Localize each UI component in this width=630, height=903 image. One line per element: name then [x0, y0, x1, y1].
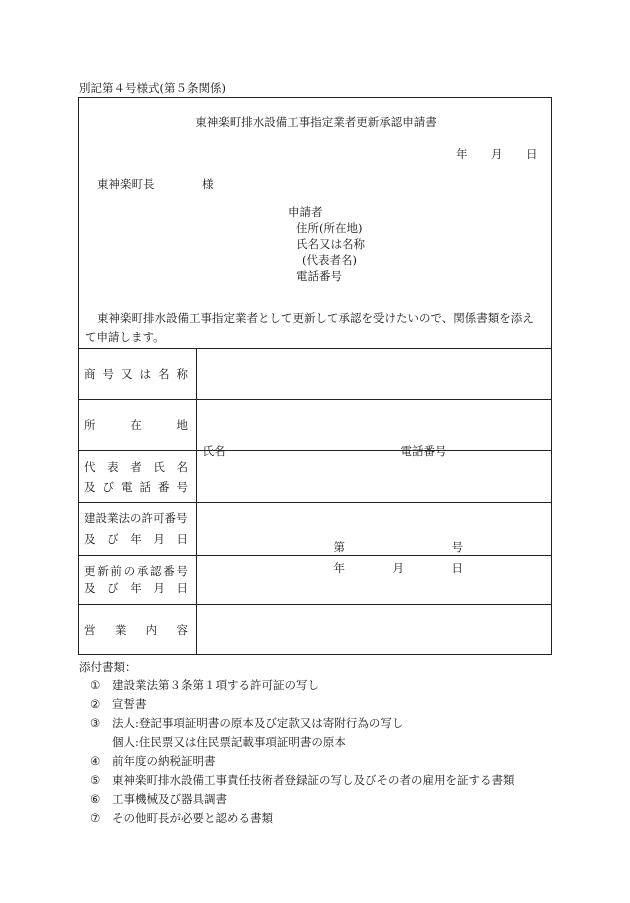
trade-name-field[interactable] — [196, 349, 552, 400]
application-form — [78, 97, 552, 655]
form-number-label: 別記第４号様式(第５条関係) — [79, 81, 226, 95]
applicant-representative: (代表者名) — [302, 253, 357, 267]
representative-field[interactable] — [196, 444, 552, 503]
approval-day: 日 — [451, 561, 463, 575]
list-item: 個人:住民票又は住民票記載事項証明書の原本 — [112, 735, 346, 749]
representative-label: 代 表 者 氏 名 及 び 電 話 番 号 — [78, 451, 196, 503]
list-item: ① 建設業法第３条第１項する許可証の写し — [90, 678, 319, 692]
list-item: ⑥ 工事機械及び器具調書 — [90, 792, 227, 806]
applicant-heading: 申請者 — [288, 205, 323, 219]
list-item: ④ 前年度の納税証明書 — [90, 754, 216, 768]
table-row — [78, 451, 552, 503]
table-row — [78, 556, 552, 605]
applicant-address: 住所(所在地) — [296, 221, 363, 235]
permit-number-field[interactable] — [196, 503, 552, 556]
list-item: ⑦ その他町長が必要と認める書類 — [90, 811, 273, 825]
table-row — [78, 349, 552, 400]
table-row — [78, 503, 552, 556]
table-row — [78, 400, 552, 451]
business-content-field[interactable] — [196, 605, 552, 655]
applicant-phone: 電話番号 — [296, 269, 342, 283]
trade-name-label: 商 号 又 は 名 称 — [78, 349, 196, 400]
addressee-honorific: 様 — [202, 177, 214, 191]
location-field[interactable] — [196, 400, 552, 451]
approval-year: 年 — [333, 561, 345, 575]
date-day: 日 — [526, 147, 538, 161]
approval-no-prefix: 第 — [333, 540, 345, 554]
list-item: ⑤ 東神楽町排水設備工事責任技術者登録証の写し及びその者の雇用を証する書類 — [90, 773, 515, 787]
representative-phone-label: 電話番号 — [400, 444, 447, 458]
form-title: 東神楽町排水設備工事指定業者更新承認申請書 — [195, 115, 437, 129]
application-statement: 東神楽町排水設備工事指定業者として更新して承認を受けたいので、関係書類を添えて申請します。 — [85, 311, 534, 344]
approval-no-suffix: 号 — [451, 540, 463, 554]
representative-name-label: 氏名 — [202, 444, 226, 458]
list-item: ② 宣誓書 — [90, 697, 147, 711]
date-month: 月 — [491, 147, 503, 161]
date-year: 年 — [456, 147, 468, 161]
table-row — [78, 605, 552, 655]
location-label: 所 在 地 — [78, 400, 196, 451]
previous-approval-field[interactable] — [196, 540, 552, 605]
approval-month: 月 — [392, 561, 404, 575]
attachments-heading: 添付書類： — [79, 660, 137, 674]
addressee-name: 東神楽町長 — [97, 177, 155, 191]
business-content-label: 営 業 内 容 — [78, 605, 196, 655]
details-table — [78, 348, 552, 655]
list-item: ③ 法人:登記事項証明書の原本及び定款又は寄附行為の写し — [90, 716, 404, 730]
applicant-name: 氏名又は名称 — [296, 237, 365, 251]
previous-approval-label: 更 新 前 の 承 認 番 号 及 び 年 月 日 — [78, 556, 196, 605]
permit-number-label: 建設業法の許可番号 及 び 年 月 日 — [78, 503, 196, 556]
